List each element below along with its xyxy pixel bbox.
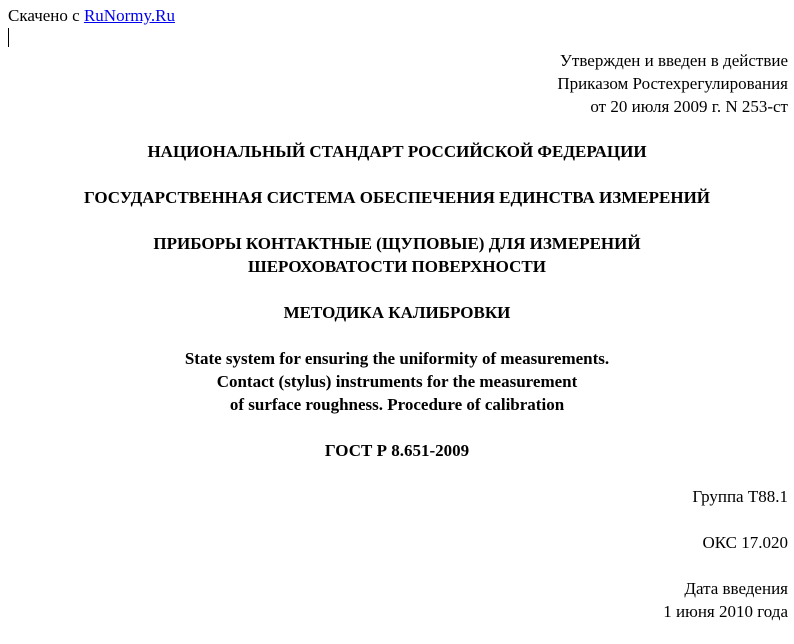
english-title-line: Contact (stylus) instruments for the measurement (216, 372, 578, 391)
gost-designation (0, 439, 794, 462)
subtitle-text: МЕТОДИКА КАЛИБРОВКИ (283, 303, 511, 322)
source-line (8, 4, 175, 27)
runormy-link[interactable]: RuNormy.Ru (83, 6, 175, 25)
english-title-line: of surface roughness. Procedure of calibration (229, 395, 565, 414)
system-text: ГОСУДАРСТВЕННАЯ СИСТЕМА ОБЕСПЕЧЕНИЯ ЕДИНСТВА ИЗМЕРЕНИЙ (83, 188, 711, 207)
effective-date: 1 июня 2010 года (663, 602, 788, 621)
group-code: Группа Т88.1 (692, 487, 788, 506)
title-line: ПРИБОРЫ КОНТАКТНЫЕ (ЩУПОВЫЕ) ДЛЯ ИЗМЕРЕНИЙ (153, 234, 641, 253)
national-standard-heading (0, 140, 794, 163)
document-title (0, 232, 794, 278)
national-standard-text: НАЦИОНАЛЬНЫЙ СТАНДАРТ РОССИЙСКОЙ ФЕДЕРАЦИИ (147, 142, 647, 161)
approval-line: Приказом Ростехрегулирования (557, 74, 788, 93)
english-title-line: State system for ensuring the uniformity of measurements. (184, 349, 610, 368)
approval-block (557, 49, 788, 118)
source-prefix: Скачено с (8, 6, 80, 25)
designation-text: ГОСТ Р 8.651-2009 (324, 441, 470, 460)
system-heading (0, 186, 794, 209)
english-title (0, 347, 794, 416)
document-subtitle (0, 301, 794, 324)
title-line: ШЕРОХОВАТОСТИ ПОВЕРХНОСТИ (248, 257, 546, 276)
effective-date-label: Дата введения (684, 579, 788, 598)
oks-code: ОКС 17.020 (702, 533, 788, 552)
text-cursor (8, 28, 9, 47)
approval-line: от 20 июля 2009 г. N 253-ст (590, 97, 788, 116)
approval-line: Утвержден и введен в действие (559, 51, 788, 70)
